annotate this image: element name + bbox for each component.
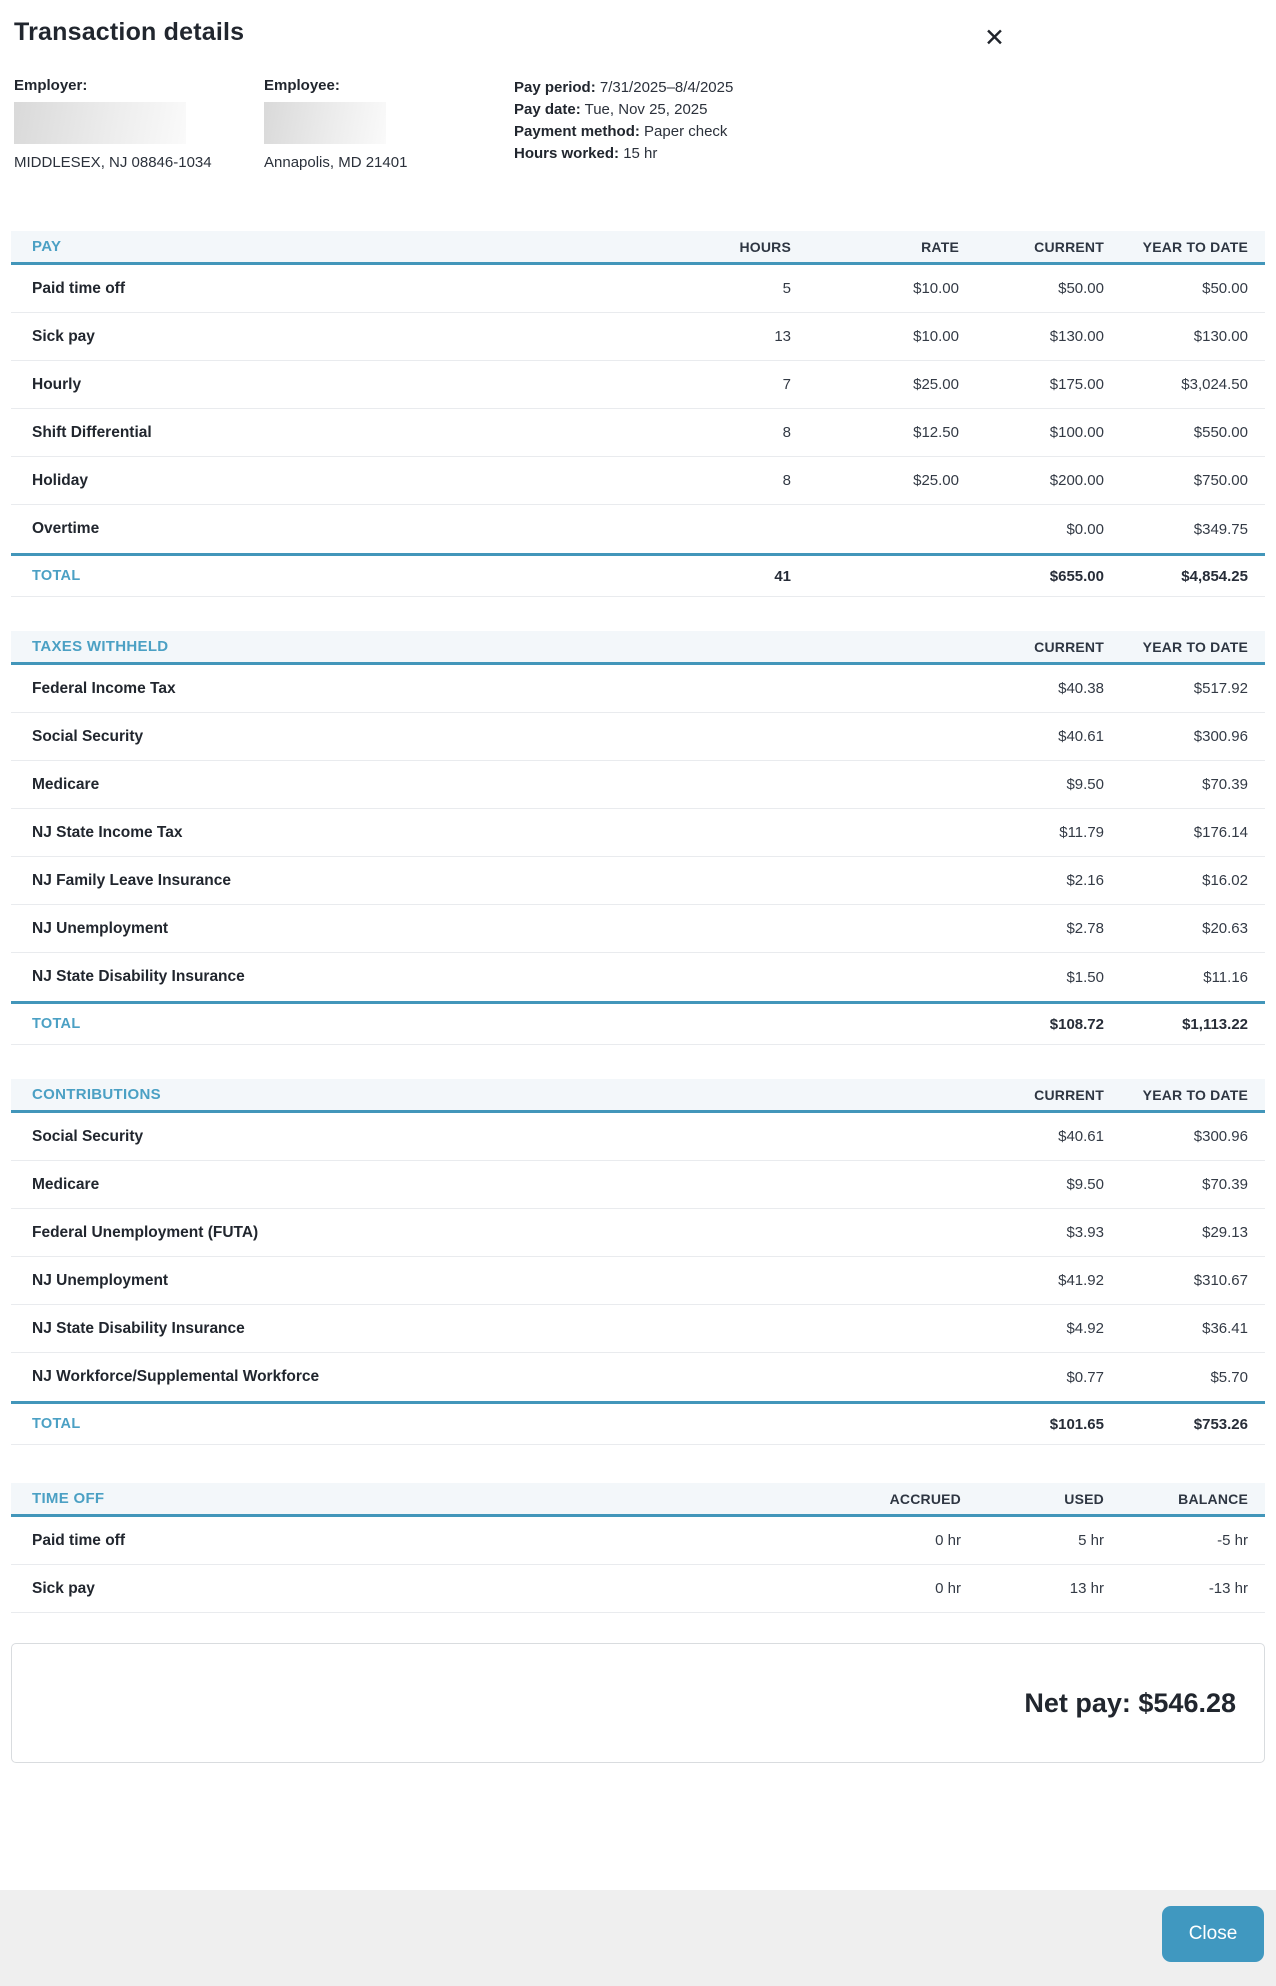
row-label: NJ Family Leave Insurance bbox=[32, 871, 232, 889]
pay-date-value: Tue, Nov 25, 2025 bbox=[584, 101, 708, 118]
table-row bbox=[11, 1305, 1265, 1353]
cell-ytd: $753.26 bbox=[1193, 1415, 1248, 1433]
cell-ytd: $16.02 bbox=[1202, 872, 1248, 889]
column-header-rate: RATE bbox=[921, 238, 959, 255]
table-row bbox=[11, 713, 1265, 761]
table-row bbox=[11, 505, 1265, 553]
table-row bbox=[11, 409, 1265, 457]
cell-current: $11.79 bbox=[1059, 824, 1104, 841]
table-row bbox=[11, 1517, 1265, 1565]
cell-ytd: $29.13 bbox=[1202, 1224, 1248, 1241]
pay-date bbox=[514, 99, 1262, 121]
employer-name-redacted bbox=[14, 102, 186, 144]
cell-current: $100.00 bbox=[1049, 424, 1104, 441]
cell-rate: $10.00 bbox=[913, 280, 959, 297]
employee-name-redacted bbox=[264, 102, 386, 144]
cell-ytd: $517.92 bbox=[1193, 680, 1248, 697]
employee-info bbox=[264, 77, 514, 171]
table-row bbox=[11, 265, 1265, 313]
cell-ytd: $750.00 bbox=[1193, 472, 1248, 489]
cell-current: $40.61 bbox=[1058, 728, 1104, 745]
pay-period-label: Pay period: bbox=[514, 79, 596, 96]
cell-current: $130.00 bbox=[1049, 328, 1104, 345]
row-label: NJ State Disability Insurance bbox=[32, 1319, 245, 1337]
row-label: Holiday bbox=[32, 471, 88, 489]
row-label: NJ Workforce/Supplemental Workforce bbox=[32, 1368, 320, 1385]
contributions-table-header bbox=[11, 1079, 1265, 1113]
cell-ytd: $349.75 bbox=[1193, 520, 1248, 538]
column-header-used: USED bbox=[1064, 1490, 1104, 1507]
row-label: Shift Differential bbox=[32, 423, 152, 441]
cell-accrued: 0 hr bbox=[935, 1532, 961, 1549]
pay-table bbox=[11, 231, 1265, 597]
row-label: Sick pay bbox=[32, 1579, 95, 1597]
cell-ytd: $310.67 bbox=[1193, 1272, 1248, 1289]
cell-current: $3.93 bbox=[1066, 1224, 1104, 1241]
close-button[interactable]: Close bbox=[1162, 1906, 1264, 1962]
cell-current: $1.50 bbox=[1066, 968, 1104, 986]
cell-hours: 8 bbox=[782, 472, 791, 489]
cell-used: 13 hr bbox=[1069, 1580, 1104, 1597]
cell-current: $50.00 bbox=[1058, 280, 1104, 297]
cell-ytd: $70.39 bbox=[1202, 1176, 1248, 1193]
page-title: Transaction details bbox=[14, 18, 245, 46]
table-row bbox=[11, 1209, 1265, 1257]
time-off-table bbox=[11, 1483, 1265, 1613]
row-label: Social Security bbox=[32, 1127, 144, 1145]
net-pay-text: Net pay: $546.28 bbox=[1024, 1687, 1236, 1718]
contributions-section-label: CONTRIBUTIONS bbox=[32, 1086, 161, 1103]
table-row bbox=[11, 361, 1265, 409]
cell-current: $41.92 bbox=[1058, 1272, 1104, 1289]
pay-table-header bbox=[11, 231, 1265, 265]
row-label: Paid time off bbox=[32, 279, 126, 297]
cell-current: $108.72 bbox=[1049, 1015, 1104, 1033]
row-label: Medicare bbox=[32, 775, 100, 793]
table-row bbox=[11, 1565, 1265, 1613]
cell-hours: 7 bbox=[782, 376, 791, 393]
cell-current: $200.00 bbox=[1049, 472, 1104, 489]
payment-method bbox=[514, 121, 1262, 143]
column-header-current: CURRENT bbox=[1034, 638, 1104, 655]
row-label: Sick pay bbox=[32, 327, 95, 345]
column-header-current: CURRENT bbox=[1034, 1086, 1104, 1103]
pay-date-label: Pay date: bbox=[514, 101, 581, 118]
total-label: TOTAL bbox=[32, 568, 81, 584]
row-label: Overtime bbox=[32, 520, 100, 537]
employer-label: Employer: bbox=[14, 77, 88, 94]
pay-period bbox=[514, 77, 1262, 99]
cell-ytd: $130.00 bbox=[1193, 328, 1248, 345]
cell-ytd: $20.63 bbox=[1202, 920, 1248, 937]
cell-current: $2.78 bbox=[1066, 920, 1104, 937]
column-header-hours: HOURS bbox=[739, 238, 791, 255]
cell-current: $2.16 bbox=[1066, 872, 1104, 889]
contributions-table bbox=[11, 1079, 1265, 1445]
close-icon[interactable]: ✕ bbox=[984, 24, 1005, 52]
cell-current: $4.92 bbox=[1066, 1320, 1104, 1337]
cell-rate: $10.00 bbox=[913, 328, 959, 345]
cell-hours: 5 bbox=[782, 280, 791, 297]
cell-hours: 13 bbox=[774, 328, 791, 345]
modal-footer bbox=[0, 1890, 1276, 1986]
cell-ytd: $550.00 bbox=[1193, 424, 1248, 441]
pay-meta bbox=[514, 77, 1262, 171]
row-label: Paid time off bbox=[32, 1531, 126, 1549]
row-label: Social Security bbox=[32, 727, 144, 745]
cell-ytd: $300.96 bbox=[1193, 1128, 1248, 1145]
net-pay-box bbox=[11, 1643, 1265, 1763]
payment-method-label: Payment method: bbox=[514, 123, 640, 140]
cell-ytd: $4,854.25 bbox=[1181, 567, 1248, 585]
column-header-current: CURRENT bbox=[1034, 238, 1104, 255]
employee-address: Annapolis, MD 21401 bbox=[264, 154, 408, 171]
cell-balance: -13 hr bbox=[1208, 1580, 1248, 1597]
column-header-ytd: YEAR TO DATE bbox=[1142, 238, 1248, 255]
total-row bbox=[11, 1401, 1265, 1445]
employer-address: MIDDLESEX, NJ 08846-1034 bbox=[14, 154, 212, 171]
table-row bbox=[11, 761, 1265, 809]
cell-current: $655.00 bbox=[1049, 567, 1104, 585]
cell-ytd: $5.70 bbox=[1210, 1368, 1248, 1386]
row-label: Hourly bbox=[32, 375, 82, 393]
table-row bbox=[11, 1161, 1265, 1209]
payment-method-value: Paper check bbox=[644, 123, 728, 140]
cell-ytd: $176.14 bbox=[1193, 824, 1248, 841]
table-row bbox=[11, 1353, 1265, 1401]
total-label: TOTAL bbox=[32, 1416, 81, 1432]
cell-ytd: $3,024.50 bbox=[1181, 376, 1248, 393]
column-header-ytd: YEAR TO DATE bbox=[1142, 638, 1248, 655]
cell-current: $175.00 bbox=[1049, 376, 1104, 393]
taxes-section-label: TAXES WITHHELD bbox=[32, 638, 169, 655]
hours-worked bbox=[514, 143, 1262, 165]
row-label: Federal Unemployment (FUTA) bbox=[32, 1223, 259, 1241]
cell-ytd: $36.41 bbox=[1202, 1320, 1248, 1337]
cell-ytd: $300.96 bbox=[1193, 728, 1248, 745]
total-row bbox=[11, 553, 1265, 597]
cell-current: $9.50 bbox=[1066, 1176, 1104, 1193]
cell-ytd: $70.39 bbox=[1202, 776, 1248, 793]
cell-hours: 41 bbox=[774, 567, 791, 585]
row-label: NJ Unemployment bbox=[32, 1271, 169, 1289]
table-row bbox=[11, 313, 1265, 361]
cell-ytd: $50.00 bbox=[1202, 280, 1248, 297]
cell-current: $0.00 bbox=[1066, 520, 1104, 538]
total-row bbox=[11, 1001, 1265, 1045]
table-row bbox=[11, 1257, 1265, 1305]
employer-info bbox=[14, 77, 264, 171]
cell-current: $9.50 bbox=[1066, 776, 1104, 793]
table-row bbox=[11, 457, 1265, 505]
table-row bbox=[11, 1113, 1265, 1161]
table-row bbox=[11, 953, 1265, 1001]
cell-current: $101.65 bbox=[1049, 1415, 1104, 1433]
cell-accrued: 0 hr bbox=[935, 1580, 961, 1597]
row-label: Federal Income Tax bbox=[32, 679, 176, 697]
cell-ytd: $11.16 bbox=[1203, 968, 1248, 986]
transaction-info bbox=[14, 77, 1262, 171]
hours-worked-label: Hours worked: bbox=[514, 145, 620, 162]
time-off-table-header bbox=[11, 1483, 1265, 1517]
cell-rate: $25.00 bbox=[913, 472, 959, 489]
row-label: NJ Unemployment bbox=[32, 919, 169, 937]
time-off-section-label: TIME OFF bbox=[32, 1490, 105, 1507]
column-header-accrued: ACCRUED bbox=[889, 1490, 961, 1507]
column-header-ytd: YEAR TO DATE bbox=[1142, 1086, 1248, 1103]
taxes-table bbox=[11, 631, 1265, 1045]
row-label: NJ State Disability Insurance bbox=[32, 968, 245, 985]
hours-worked-value: 15 hr bbox=[623, 145, 658, 162]
row-label: NJ State Income Tax bbox=[32, 823, 183, 841]
cell-current: $40.61 bbox=[1058, 1128, 1104, 1145]
employee-label: Employee: bbox=[264, 77, 340, 94]
pay-section-label: PAY bbox=[32, 238, 62, 255]
cell-hours: 8 bbox=[782, 424, 791, 441]
cell-ytd: $1,113.22 bbox=[1182, 1015, 1248, 1033]
table-row bbox=[11, 857, 1265, 905]
cell-current: $40.38 bbox=[1058, 680, 1104, 697]
taxes-table-header bbox=[11, 631, 1265, 665]
cell-rate: $25.00 bbox=[913, 376, 959, 393]
total-label: TOTAL bbox=[32, 1016, 81, 1032]
table-row bbox=[11, 905, 1265, 953]
cell-rate: $12.50 bbox=[913, 424, 959, 441]
cell-used: 5 hr bbox=[1078, 1532, 1104, 1549]
cell-balance: -5 hr bbox=[1217, 1532, 1248, 1549]
table-row bbox=[11, 809, 1265, 857]
column-header-balance: BALANCE bbox=[1178, 1490, 1248, 1507]
pay-period-value: 7/31/2025–8/4/2025 bbox=[599, 79, 734, 96]
row-label: Medicare bbox=[32, 1175, 100, 1193]
table-row bbox=[11, 665, 1265, 713]
cell-current: $0.77 bbox=[1066, 1368, 1104, 1386]
